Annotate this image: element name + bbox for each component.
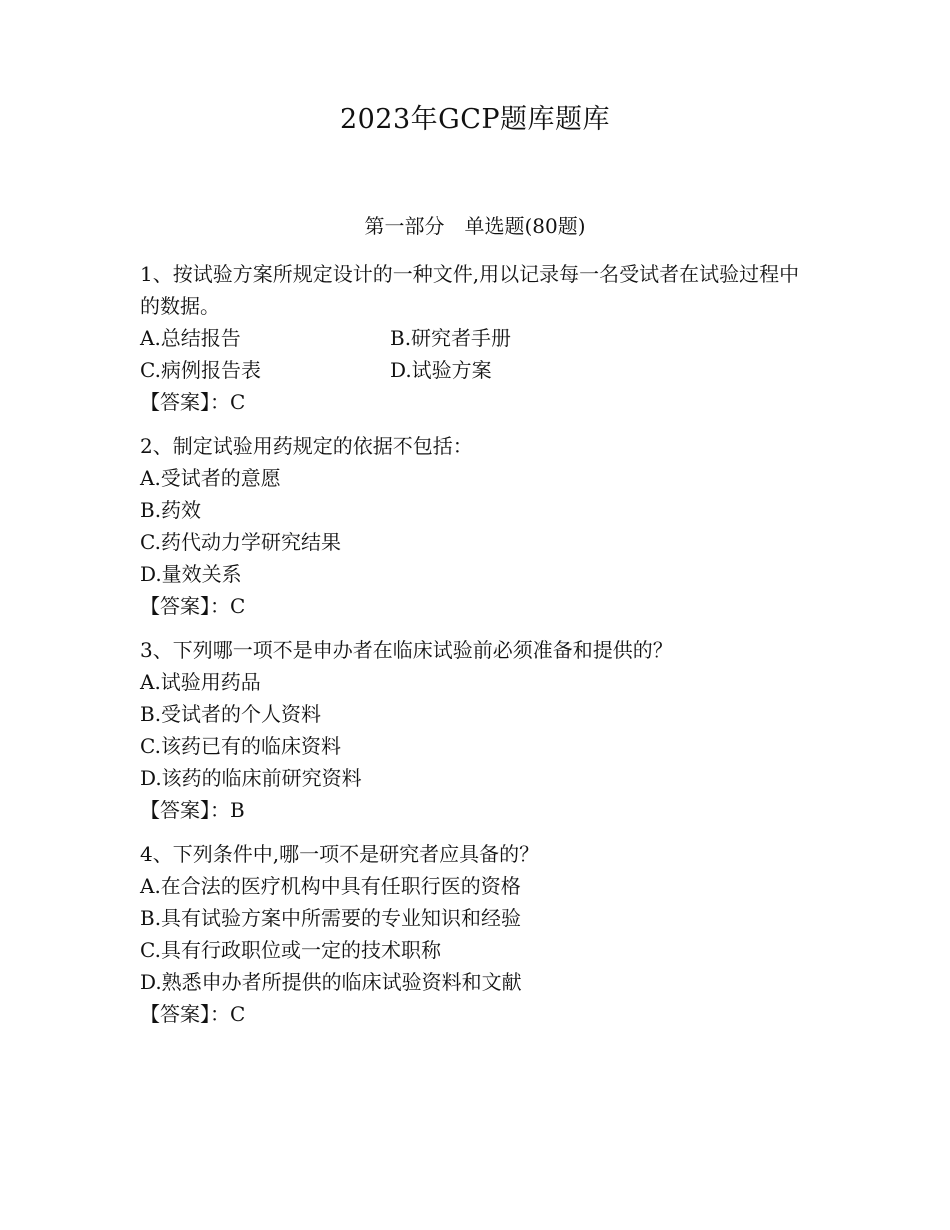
option-c: C.具有行政职位或一定的技术职称 [140,938,441,962]
option-d: D.熟悉申办者所提供的临床试验资料和文献 [140,970,522,994]
option-a: A.总结报告 [140,326,241,350]
question-item [140,258,820,418]
option-b: B.研究者手册 [390,326,512,350]
option-row [140,322,820,354]
question-item [140,634,820,826]
answer-line: 【答案】：C [140,594,246,618]
option-a: A.受试者的意愿 [140,466,281,490]
option-a: A.试验用药品 [140,670,261,694]
option-c: C.药代动力学研究结果 [140,530,341,554]
answer-line: 【答案】：B [140,798,245,822]
answer-line: 【答案】：C [140,1002,246,1026]
option-row [140,354,820,386]
option-c: C.该药已有的临床资料 [140,734,341,758]
option-d: D.量效关系 [140,562,242,586]
answer-line: 【答案】：C [140,390,246,414]
document-title: 2023年GCP题库题库 [339,104,611,135]
option-b: B.具有试验方案中所需要的专业知识和经验 [140,906,522,930]
question-stem: 4、下列条件中,哪一项不是研究者应具备的？ [140,842,540,866]
option-c: C.病例报告表 [140,358,261,382]
option-b: B.药效 [140,498,202,522]
option-b: B.受试者的个人资料 [140,702,322,726]
question-item [140,430,820,622]
question-list [140,258,820,1042]
question-item [140,838,820,1030]
section-heading: 第一部分 单选题(80题) [364,214,586,238]
option-d: D.试验方案 [390,358,492,382]
option-a: A.在合法的医疗机构中具有任职行医的资格 [140,874,521,898]
question-stem: 1、按试验方案所规定设计的一种文件,用以记录每一名受试者在试验过程中的数据。 [140,262,800,318]
question-stem: 3、下列哪一项不是申办者在临床试验前必须准备和提供的？ [140,638,673,662]
question-stem: 2、制定试验用药规定的依据不包括： [140,434,473,458]
option-d: D.该药的临床前研究资料 [140,766,362,790]
